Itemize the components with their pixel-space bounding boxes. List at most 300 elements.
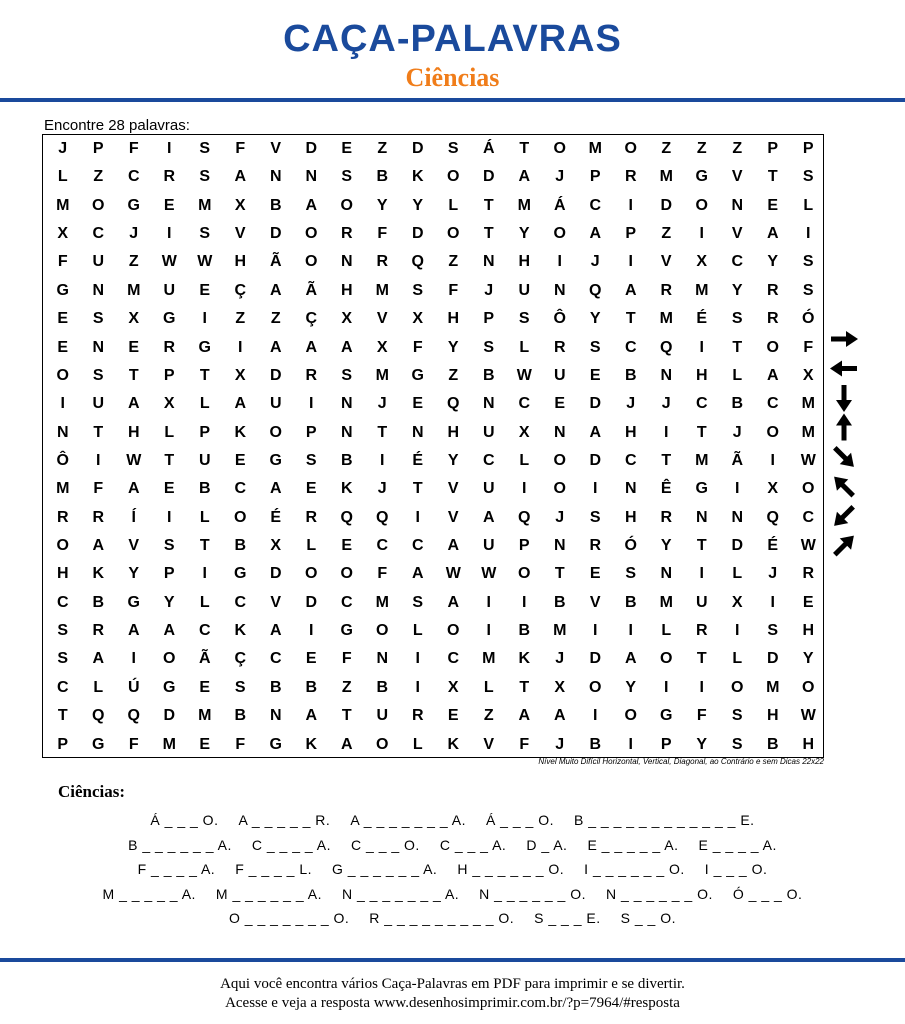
grid-letter[interactable]: I <box>415 650 420 668</box>
grid-letter[interactable]: G <box>56 281 69 299</box>
grid-letter[interactable]: Z <box>377 140 388 157</box>
grid-letter[interactable]: S <box>589 508 601 526</box>
grid-letter[interactable]: P <box>589 168 601 186</box>
grid-letter[interactable]: L <box>306 537 317 555</box>
grid-letter[interactable]: O <box>624 140 637 157</box>
grid-letter[interactable]: W <box>800 451 816 469</box>
grid-letter[interactable]: M <box>198 196 212 214</box>
grid-letter[interactable]: M <box>56 480 70 498</box>
grid-letter[interactable]: O <box>340 196 353 214</box>
grid-letter[interactable]: G <box>695 168 708 186</box>
grid-letter[interactable]: Y <box>731 281 743 299</box>
grid-letter[interactable]: O <box>589 678 602 696</box>
grid-letter[interactable]: G <box>92 735 105 753</box>
grid-letter[interactable]: A <box>624 650 637 668</box>
grid-letter[interactable]: R <box>92 622 105 640</box>
grid-letter[interactable]: I <box>415 508 420 526</box>
grid-letter[interactable]: S <box>57 650 69 668</box>
grid-letter[interactable]: O <box>305 565 318 583</box>
grid-letter[interactable]: T <box>696 423 707 441</box>
grid-letter[interactable]: Q <box>447 395 460 413</box>
grid-letter[interactable]: T <box>199 366 210 384</box>
grid-letter[interactable]: R <box>553 338 566 356</box>
grid-letter[interactable]: I <box>309 622 314 640</box>
grid-letter[interactable]: S <box>199 225 211 243</box>
grid-letter[interactable]: V <box>731 168 743 186</box>
grid-letter[interactable]: Y <box>660 537 672 555</box>
grid-letter[interactable]: R <box>163 168 176 186</box>
grid-letter[interactable]: Y <box>802 650 814 668</box>
grid-letter[interactable]: N <box>340 423 353 441</box>
grid-letter[interactable]: D <box>731 537 744 555</box>
grid-letter[interactable]: O <box>163 650 176 668</box>
grid-letter[interactable]: A <box>482 508 495 526</box>
grid-letter[interactable]: A <box>624 281 637 299</box>
grid-letter[interactable]: Y <box>412 196 424 214</box>
grid-letter[interactable]: I <box>628 253 633 271</box>
grid-letter[interactable]: A <box>766 225 779 243</box>
grid-letter[interactable]: I <box>415 678 420 696</box>
grid-letter[interactable]: A <box>411 565 424 583</box>
grid-letter[interactable]: U <box>198 451 211 469</box>
grid-letter[interactable]: V <box>731 225 743 243</box>
grid-letter[interactable]: S <box>412 593 424 611</box>
grid-letter[interactable]: C <box>376 537 389 555</box>
grid-letter[interactable]: J <box>58 140 68 157</box>
grid-letter[interactable]: A <box>163 622 176 640</box>
grid-letter[interactable]: A <box>234 395 247 413</box>
grid-letter[interactable]: B <box>234 537 247 555</box>
grid-letter[interactable]: H <box>56 565 69 583</box>
grid-letter[interactable]: J <box>555 168 565 186</box>
grid-letter[interactable]: L <box>412 622 423 640</box>
grid-letter[interactable]: I <box>131 650 136 668</box>
grid-letter[interactable]: E <box>341 537 353 555</box>
grid-letter[interactable]: X <box>57 225 69 243</box>
grid-letter[interactable]: I <box>486 622 491 640</box>
grid-letter[interactable]: B <box>92 593 105 611</box>
grid-letter[interactable]: Ç <box>305 310 318 328</box>
grid-letter[interactable]: N <box>92 281 105 299</box>
grid-letter[interactable]: L <box>412 735 423 753</box>
grid-letter[interactable]: T <box>377 423 388 441</box>
grid-letter[interactable]: I <box>593 480 598 498</box>
grid-letter[interactable]: P <box>660 735 672 753</box>
grid-letter[interactable]: H <box>447 423 460 441</box>
grid-letter[interactable]: É <box>412 451 424 469</box>
grid-letter[interactable]: O <box>305 253 318 271</box>
grid-letter[interactable]: R <box>92 508 105 526</box>
grid-letter[interactable]: M <box>659 310 673 328</box>
grid-letter[interactable]: M <box>375 281 389 299</box>
grid-letter[interactable]: Z <box>696 140 707 157</box>
grid-letter[interactable]: M <box>588 140 602 157</box>
grid-letter[interactable]: Q <box>518 508 531 526</box>
grid-letter[interactable]: A <box>518 707 531 725</box>
grid-letter[interactable]: K <box>411 168 424 186</box>
grid-letter[interactable]: D <box>305 593 318 611</box>
grid-letter[interactable]: X <box>412 310 424 328</box>
grid-letter[interactable]: L <box>199 395 210 413</box>
grid-letter[interactable]: I <box>380 451 385 469</box>
grid-letter[interactable]: F <box>128 735 139 753</box>
grid-letter[interactable]: T <box>625 310 636 328</box>
grid-letter[interactable]: O <box>234 508 247 526</box>
grid-letter[interactable]: R <box>624 168 637 186</box>
grid-letter[interactable]: C <box>695 395 708 413</box>
grid-letter[interactable]: V <box>447 508 459 526</box>
grid-letter[interactable]: O <box>695 196 708 214</box>
grid-letter[interactable]: R <box>589 537 602 555</box>
grid-letter[interactable]: N <box>482 395 495 413</box>
grid-letter[interactable]: E <box>199 281 211 299</box>
grid-letter[interactable]: Z <box>270 310 281 328</box>
grid-letter[interactable]: É <box>767 537 779 555</box>
grid-letter[interactable]: W <box>445 565 461 583</box>
grid-letter[interactable]: M <box>162 735 176 753</box>
grid-letter[interactable]: Q <box>411 253 424 271</box>
grid-letter[interactable]: O <box>553 225 566 243</box>
grid-letter[interactable]: A <box>766 366 779 384</box>
grid-letter[interactable]: T <box>412 480 423 498</box>
grid-letter[interactable]: I <box>202 310 207 328</box>
grid-letter[interactable]: J <box>129 225 139 243</box>
grid-letter[interactable]: Q <box>92 707 105 725</box>
grid-letter[interactable]: M <box>375 593 389 611</box>
grid-letter[interactable]: L <box>519 338 530 356</box>
grid-letter[interactable]: I <box>699 565 704 583</box>
grid-letter[interactable]: D <box>269 225 282 243</box>
grid-letter[interactable]: O <box>340 565 353 583</box>
grid-letter[interactable]: J <box>732 423 742 441</box>
grid-letter[interactable]: Z <box>448 253 459 271</box>
grid-letter[interactable]: L <box>803 196 814 214</box>
grid-letter[interactable]: E <box>802 593 814 611</box>
grid-letter[interactable]: I <box>628 622 633 640</box>
grid-letter[interactable]: J <box>484 281 494 299</box>
grid-letter[interactable]: E <box>163 480 175 498</box>
grid-letter[interactable]: B <box>198 480 211 498</box>
grid-letter[interactable]: E <box>305 650 317 668</box>
grid-letter[interactable]: H <box>447 310 460 328</box>
grid-letter[interactable]: E <box>199 735 211 753</box>
grid-letter[interactable]: E <box>163 196 175 214</box>
grid-letter[interactable]: D <box>589 650 602 668</box>
grid-letter[interactable]: Y <box>163 593 175 611</box>
grid-letter[interactable]: K <box>518 650 531 668</box>
grid-letter[interactable]: O <box>802 480 815 498</box>
grid-letter[interactable]: O <box>447 225 460 243</box>
grid-letter[interactable]: Z <box>235 310 246 328</box>
grid-letter[interactable]: I <box>167 140 172 157</box>
grid-letter[interactable]: Y <box>767 253 779 271</box>
grid-letter[interactable]: R <box>305 366 318 384</box>
grid-letter[interactable]: I <box>593 707 598 725</box>
grid-letter[interactable]: I <box>735 622 740 640</box>
grid-letter[interactable]: C <box>482 451 495 469</box>
grid-letter[interactable]: L <box>483 678 494 696</box>
grid-letter[interactable]: J <box>377 480 387 498</box>
grid-letter[interactable]: R <box>56 508 69 526</box>
grid-letter[interactable]: G <box>163 310 176 328</box>
grid-letter[interactable]: O <box>802 678 815 696</box>
grid-letter[interactable]: A <box>340 735 353 753</box>
grid-letter[interactable]: N <box>340 253 353 271</box>
grid-letter[interactable]: A <box>305 196 318 214</box>
grid-letter[interactable]: Q <box>340 508 353 526</box>
grid-letter[interactable]: T <box>483 196 494 214</box>
grid-letter[interactable]: T <box>483 225 494 243</box>
grid-letter[interactable]: J <box>555 508 565 526</box>
grid-letter[interactable]: R <box>340 225 353 243</box>
grid-letter[interactable]: S <box>802 253 814 271</box>
grid-letter[interactable]: S <box>305 451 317 469</box>
grid-letter[interactable]: J <box>626 395 636 413</box>
grid-letter[interactable]: B <box>553 593 566 611</box>
grid-letter[interactable]: V <box>270 140 282 157</box>
grid-letter[interactable]: E <box>554 395 566 413</box>
grid-letter[interactable]: Y <box>128 565 140 583</box>
grid-letter[interactable]: G <box>163 678 176 696</box>
grid-letter[interactable]: R <box>305 508 318 526</box>
grid-letter[interactable]: I <box>60 395 65 413</box>
grid-letter[interactable]: Q <box>660 338 673 356</box>
grid-letter[interactable]: A <box>589 423 602 441</box>
grid-letter[interactable]: M <box>517 196 531 214</box>
grid-letter[interactable]: V <box>447 480 459 498</box>
grid-letter[interactable]: Z <box>661 140 672 157</box>
grid-letter[interactable]: D <box>766 650 779 668</box>
grid-letter[interactable]: G <box>127 196 140 214</box>
grid-letter[interactable]: C <box>447 650 460 668</box>
grid-letter[interactable]: O <box>553 140 566 157</box>
grid-letter[interactable]: R <box>802 565 815 583</box>
grid-letter[interactable]: J <box>555 735 565 753</box>
grid-letter[interactable]: X <box>696 253 708 271</box>
grid-letter[interactable]: D <box>411 140 424 157</box>
grid-letter[interactable]: M <box>553 622 567 640</box>
grid-letter[interactable]: B <box>269 678 282 696</box>
grid-letter[interactable]: L <box>732 565 743 583</box>
grid-letter[interactable]: F <box>377 565 388 583</box>
grid-letter[interactable]: F <box>448 281 459 299</box>
grid-letter[interactable]: O <box>305 225 318 243</box>
grid-letter[interactable]: T <box>341 707 352 725</box>
grid-letter[interactable]: E <box>447 707 459 725</box>
grid-letter[interactable]: T <box>199 537 210 555</box>
grid-letter[interactable]: I <box>96 451 101 469</box>
grid-letter[interactable]: E <box>589 366 601 384</box>
grid-letter[interactable]: X <box>270 537 282 555</box>
grid-letter[interactable]: M <box>695 451 709 469</box>
grid-letter[interactable]: M <box>766 678 780 696</box>
grid-letter[interactable]: U <box>163 281 176 299</box>
grid-letter[interactable]: D <box>482 168 495 186</box>
grid-letter[interactable]: R <box>660 508 673 526</box>
grid-letter[interactable]: Ã <box>731 451 744 469</box>
grid-letter[interactable]: C <box>340 593 353 611</box>
grid-letter[interactable]: H <box>127 423 140 441</box>
grid-letter[interactable]: Í <box>131 508 136 526</box>
grid-letter[interactable]: T <box>164 451 175 469</box>
grid-letter[interactable]: L <box>732 366 743 384</box>
grid-letter[interactable]: Z <box>93 168 104 186</box>
grid-letter[interactable]: E <box>305 480 317 498</box>
grid-letter[interactable]: B <box>731 395 744 413</box>
grid-letter[interactable]: I <box>557 253 562 271</box>
grid-letter[interactable]: J <box>377 395 387 413</box>
grid-letter[interactable]: I <box>628 196 633 214</box>
grid-letter[interactable]: Ô <box>56 451 69 469</box>
grid-letter[interactable]: Z <box>448 366 459 384</box>
grid-letter[interactable]: I <box>770 593 775 611</box>
grid-letter[interactable]: P <box>625 225 637 243</box>
grid-letter[interactable]: R <box>660 281 673 299</box>
grid-letter[interactable]: Ç <box>234 281 247 299</box>
grid-letter[interactable]: A <box>553 707 566 725</box>
grid-letter[interactable]: N <box>553 281 566 299</box>
grid-letter[interactable]: G <box>269 735 282 753</box>
grid-letter[interactable]: L <box>199 508 210 526</box>
grid-letter[interactable]: B <box>518 622 531 640</box>
grid-letter[interactable]: G <box>660 707 673 725</box>
grid-letter[interactable]: M <box>801 395 815 413</box>
grid-letter[interactable]: C <box>731 253 744 271</box>
grid-letter[interactable]: I <box>238 338 243 356</box>
grid-letter[interactable]: U <box>376 707 389 725</box>
grid-letter[interactable]: G <box>269 451 282 469</box>
grid-letter[interactable]: U <box>518 281 531 299</box>
grid-letter[interactable]: J <box>768 565 778 583</box>
grid-letter[interactable]: O <box>624 707 637 725</box>
grid-letter[interactable]: A <box>127 395 140 413</box>
grid-letter[interactable]: P <box>163 565 175 583</box>
grid-letter[interactable]: P <box>199 423 211 441</box>
grid-letter[interactable]: S <box>199 168 211 186</box>
grid-letter[interactable]: F <box>235 735 246 753</box>
grid-letter[interactable]: H <box>695 366 708 384</box>
grid-letter[interactable]: A <box>234 168 247 186</box>
grid-letter[interactable]: X <box>376 338 388 356</box>
grid-letter[interactable]: W <box>481 565 497 583</box>
grid-letter[interactable]: L <box>93 678 104 696</box>
grid-letter[interactable]: X <box>234 196 246 214</box>
grid-letter[interactable]: F <box>412 338 423 356</box>
grid-letter[interactable]: N <box>624 480 637 498</box>
grid-letter[interactable]: N <box>92 338 105 356</box>
grid-letter[interactable]: S <box>163 537 175 555</box>
grid-letter[interactable]: F <box>235 140 246 157</box>
grid-letter[interactable]: H <box>766 707 779 725</box>
grid-letter[interactable]: V <box>660 253 672 271</box>
grid-letter[interactable]: K <box>234 423 247 441</box>
grid-letter[interactable]: C <box>518 395 531 413</box>
grid-letter[interactable]: S <box>802 168 814 186</box>
grid-letter[interactable]: I <box>522 480 527 498</box>
grid-letter[interactable]: B <box>305 678 318 696</box>
grid-letter[interactable]: W <box>197 253 213 271</box>
grid-letter[interactable]: M <box>56 196 70 214</box>
grid-letter[interactable]: N <box>269 707 282 725</box>
grid-letter[interactable]: É <box>696 310 708 328</box>
grid-letter[interactable]: S <box>57 622 69 640</box>
grid-letter[interactable]: Ç <box>234 650 247 668</box>
grid-letter[interactable]: C <box>624 338 637 356</box>
grid-letter[interactable]: O <box>447 168 460 186</box>
grid-letter[interactable]: F <box>377 225 388 243</box>
grid-letter[interactable]: G <box>234 565 247 583</box>
grid-letter[interactable]: N <box>56 423 69 441</box>
grid-letter[interactable]: W <box>161 253 177 271</box>
grid-letter[interactable]: F <box>128 140 139 157</box>
grid-letter[interactable]: Z <box>661 225 672 243</box>
grid-letter[interactable]: C <box>269 650 282 668</box>
grid-letter[interactable]: A <box>92 650 105 668</box>
grid-letter[interactable]: X <box>554 678 566 696</box>
grid-letter[interactable]: B <box>766 735 779 753</box>
grid-letter[interactable]: Ã <box>198 650 211 668</box>
grid-letter[interactable]: N <box>731 196 744 214</box>
grid-letter[interactable]: M <box>801 423 815 441</box>
grid-letter[interactable]: S <box>92 366 104 384</box>
grid-letter[interactable]: A <box>305 338 318 356</box>
grid-letter[interactable]: S <box>199 140 211 157</box>
grid-letter[interactable]: I <box>699 678 704 696</box>
grid-letter[interactable]: G <box>198 338 211 356</box>
grid-letter[interactable]: M <box>375 366 389 384</box>
grid-letter[interactable]: W <box>800 707 816 725</box>
grid-letter[interactable]: Y <box>518 225 530 243</box>
grid-letter[interactable]: A <box>269 622 282 640</box>
grid-letter[interactable]: C <box>234 480 247 498</box>
grid-letter[interactable]: L <box>57 168 68 186</box>
grid-letter[interactable]: A <box>269 480 282 498</box>
grid-letter[interactable]: O <box>376 735 389 753</box>
grid-letter[interactable]: U <box>553 366 566 384</box>
grid-letter[interactable]: O <box>766 338 779 356</box>
grid-letter[interactable]: C <box>411 537 424 555</box>
grid-letter[interactable]: A <box>340 338 353 356</box>
grid-letter[interactable]: K <box>234 622 247 640</box>
grid-letter[interactable]: N <box>553 423 566 441</box>
grid-letter[interactable]: H <box>624 508 637 526</box>
grid-letter[interactable]: L <box>519 451 530 469</box>
grid-letter[interactable]: F <box>803 338 814 356</box>
grid-letter[interactable]: L <box>164 423 175 441</box>
grid-letter[interactable]: O <box>518 565 531 583</box>
grid-letter[interactable]: I <box>735 480 740 498</box>
grid-letter[interactable]: Y <box>447 451 459 469</box>
grid-letter[interactable]: É <box>270 508 282 526</box>
grid-letter[interactable]: C <box>198 622 211 640</box>
grid-letter[interactable]: Ã <box>305 281 318 299</box>
grid-letter[interactable]: A <box>589 225 602 243</box>
grid-letter[interactable]: X <box>447 678 459 696</box>
grid-letter[interactable]: T <box>128 366 139 384</box>
grid-letter[interactable]: P <box>92 140 104 157</box>
grid-letter[interactable]: C <box>234 593 247 611</box>
grid-letter[interactable]: N <box>482 253 495 271</box>
grid-letter[interactable]: S <box>731 310 743 328</box>
grid-letter[interactable]: C <box>56 678 69 696</box>
grid-letter[interactable]: N <box>376 650 389 668</box>
grid-letter[interactable]: H <box>802 735 815 753</box>
grid-letter[interactable]: I <box>167 508 172 526</box>
grid-letter[interactable]: U <box>92 395 105 413</box>
grid-letter[interactable]: S <box>483 338 495 356</box>
grid-letter[interactable]: T <box>732 338 743 356</box>
grid-letter[interactable]: G <box>695 480 708 498</box>
